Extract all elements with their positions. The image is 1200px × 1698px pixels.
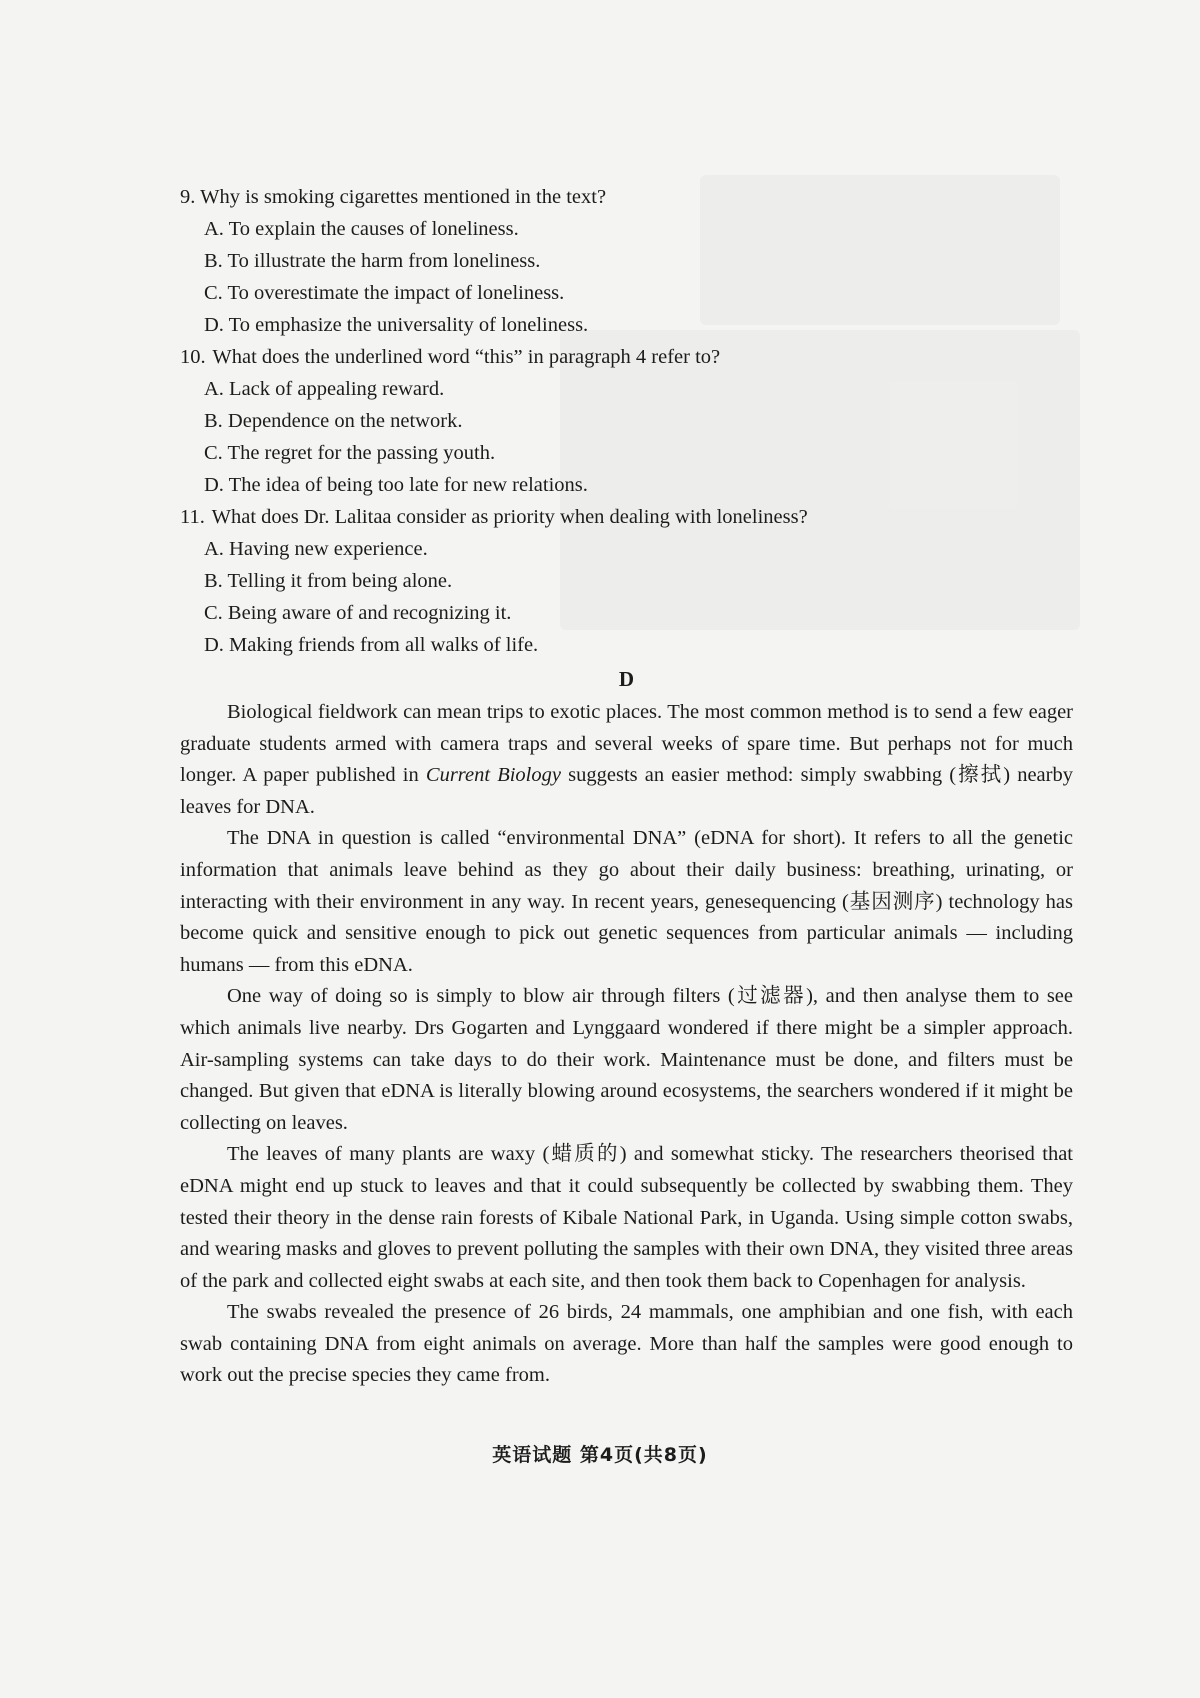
page-footer: 英语试题 第4页(共8页) — [492, 1444, 708, 1466]
page-content — [180, 181, 1073, 1392]
option-b: B. Dependence on the network. — [204, 410, 463, 432]
question-10 — [180, 341, 1073, 501]
passage-paragraph-1 — [180, 697, 1073, 823]
option-b: B. To illustrate the harm from loneliness. — [204, 250, 541, 272]
question-stem — [180, 501, 1073, 533]
option-b: B. Telling it from being alone. — [204, 570, 453, 592]
option-a: A. To explain the causes of loneliness. — [204, 218, 519, 240]
option-a: A. Having new experience. — [204, 538, 428, 560]
option-d: D. Making friends from all walks of life. — [204, 634, 539, 656]
passage-paragraph-3: One way of doing so is simply to blow air through filters (过滤器), and then analyse them to see which animals live nearby. Drs Gogarten and Lynggaard wondered if there might be a simpler approach. Air-sampling systems can take days to do their work. Maintenance must be done, and filters must be changed. But given that eDNA is literally blowing around ecosystems, the searchers wondered if it might be collecting on leaves. — [180, 985, 1073, 1134]
question-9 — [180, 181, 1073, 341]
passage-paragraph-2: The DNA in question is called “environmental DNA” (eDNA for short). It refers to all the genetic information that animals leave behind as they go about their daily business: breathing, urinating, or interacting with their environment in any way. In recent years, genesequencing (基因测序) technology has become quick and sensitive enough to pick out genetic sequences from particular animals — including humans — from this eDNA. — [180, 827, 1073, 976]
passage-paragraph-5: The swabs revealed the presence of 26 birds, 24 mammals, one amphibian and one fish, with each swab containing DNA from eight animals on average. More than half the samples were good enough to work out the precise species they came from. — [180, 1301, 1073, 1387]
question-number: 11. — [180, 506, 205, 528]
question-text: Why is smoking cigarettes mentioned in the text? — [200, 186, 607, 208]
question-stem — [180, 341, 1073, 373]
question-number: 9. — [180, 186, 196, 208]
paragraph-text: Biological fieldwork can mean trips to exotic places. The most common method is to send a few eager graduate students armed with camera traps and several weeks of spare time. But perhaps not for much longer. A paper published in — [180, 701, 1073, 787]
option-a: A. Lack of appealing reward. — [204, 378, 445, 400]
option-c: C. Being aware of and recognizing it. — [204, 602, 512, 624]
question-11 — [180, 501, 1073, 661]
section-heading: D — [618, 667, 635, 691]
paragraph-text: suggests an easier method: simply swabbing (擦拭) nearby leaves for DNA. — [180, 764, 1073, 818]
option-c: C. To overestimate the impact of loneliness. — [204, 282, 565, 304]
journal-title: Current Biology — [425, 764, 561, 787]
option-d: D. The idea of being too late for new relations. — [204, 474, 588, 496]
question-number: 10. — [180, 346, 206, 368]
option-c: C. The regret for the passing youth. — [204, 442, 496, 464]
question-text: What does Dr. Lalitaa consider as priority when dealing with loneliness? — [211, 506, 808, 528]
question-text: What does the underlined word “this” in paragraph 4 refer to? — [212, 346, 721, 368]
question-stem — [180, 181, 1073, 213]
passage-paragraph-4: The leaves of many plants are waxy (蜡质的) and somewhat sticky. The researchers theorised that eDNA might end up stuck to leaves and that it could subsequently be collected by swabbing them. They tested their theory in the dense rain forests of Kibale National Park, in Uganda. Using simple cotton swabs, and wearing masks and gloves to prevent polluting the samples with their own DNA, they visited three areas of the park and collected eight swabs at each site, and then took them back to Copenhagen for analysis. — [180, 1143, 1073, 1292]
option-d: D. To emphasize the universality of loneliness. — [204, 314, 589, 336]
